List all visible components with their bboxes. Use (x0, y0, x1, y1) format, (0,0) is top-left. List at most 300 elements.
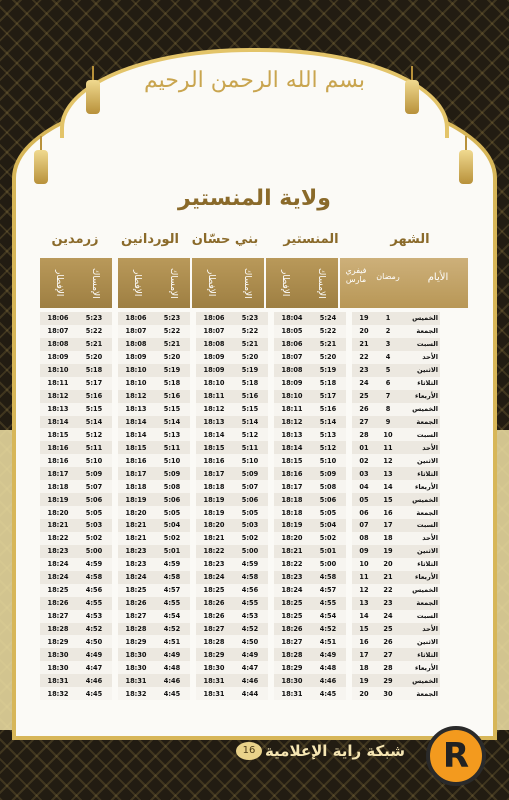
imsak-time: 5:06 (154, 493, 190, 506)
ramadan-day: 11 (376, 441, 400, 454)
imsak-time: 5:16 (310, 403, 346, 416)
iftar-time: 18:27 (118, 610, 154, 623)
iftar-time: 18:26 (196, 597, 232, 610)
iftar-time: 18:29 (274, 661, 310, 674)
imsak-time: 5:06 (310, 493, 346, 506)
imsak-time: 4:45 (76, 687, 112, 700)
table-row (40, 364, 440, 377)
weekday: الأحد (400, 351, 440, 364)
table-row (40, 390, 440, 403)
iftar-time: 18:09 (196, 364, 232, 377)
header-city-1 (266, 258, 338, 308)
iftar-time: 18:14 (118, 428, 154, 441)
column-heading-city-4: زرمدين (51, 232, 99, 247)
iftar-time: 18:17 (274, 480, 310, 493)
iftar-time: 18:06 (274, 338, 310, 351)
imsak-time: 4:57 (154, 584, 190, 597)
weekday: الأحد (400, 441, 440, 454)
imsak-time: 5:05 (310, 506, 346, 519)
header-city-3 (118, 258, 190, 308)
iftar-time: 18:15 (40, 428, 76, 441)
gregorian-day: 13 (352, 597, 376, 610)
imsak-time: 4:51 (310, 635, 346, 648)
table-row (40, 338, 440, 351)
ramadan-day: 22 (376, 584, 400, 597)
iftar-time: 18:24 (40, 571, 76, 584)
ramadan-day: 19 (376, 545, 400, 558)
table-row (40, 597, 440, 610)
imsak-time: 5:11 (76, 441, 112, 454)
iftar-time: 18:18 (274, 506, 310, 519)
ramadan-day: 2 (376, 325, 400, 338)
iftar-time: 18:09 (274, 377, 310, 390)
imsak-time: 5:08 (154, 480, 190, 493)
gregorian-day: 17 (352, 648, 376, 661)
ramadan-day: 20 (376, 558, 400, 571)
weekday: الخميس (400, 403, 440, 416)
table-row (40, 532, 440, 545)
iftar-time: 18:31 (118, 674, 154, 687)
imsak-time: 5:22 (232, 325, 268, 338)
iftar-time: 18:07 (274, 351, 310, 364)
imsak-time: 5:20 (154, 351, 190, 364)
iftar-time: 18:04 (274, 312, 310, 325)
iftar-time: 18:24 (274, 584, 310, 597)
schedule-table (40, 312, 440, 700)
iftar-time: 18:19 (274, 519, 310, 532)
imsak-time: 5:10 (76, 454, 112, 467)
iftar-time: 18:16 (274, 467, 310, 480)
gregorian-day: 07 (352, 519, 376, 532)
iftar-time: 18:22 (274, 558, 310, 571)
imsak-time: 5:02 (76, 532, 112, 545)
table-row (40, 493, 440, 506)
imsak-time: 4:49 (76, 648, 112, 661)
weekday: الخميس (400, 584, 440, 597)
iftar-time: 18:21 (40, 519, 76, 532)
ramadan-day: 12 (376, 454, 400, 467)
ramadan-day: 4 (376, 351, 400, 364)
table-row (40, 558, 440, 571)
weekday: الأربعاء (400, 480, 440, 493)
iftar-time: 18:10 (40, 364, 76, 377)
weekday: الأحد (400, 623, 440, 636)
iftar-time: 18:32 (40, 687, 76, 700)
iftar-time: 18:13 (196, 416, 232, 429)
imsak-time: 5:09 (76, 467, 112, 480)
gregorian-day: 14 (352, 610, 376, 623)
imsak-time: 4:59 (154, 558, 190, 571)
iftar-time: 18:21 (118, 532, 154, 545)
imsak-time: 4:47 (232, 661, 268, 674)
brand-name: شبكة راية الإعلامية (264, 742, 406, 760)
imsak-time: 5:05 (232, 506, 268, 519)
iftar-time: 18:18 (118, 480, 154, 493)
iftar-time: 18:31 (274, 687, 310, 700)
header-iftar: الإفطار (54, 269, 64, 297)
imsak-time: 4:45 (310, 687, 346, 700)
imsak-time: 5:09 (232, 467, 268, 480)
weekday: الخميس (400, 493, 440, 506)
iftar-time: 18:06 (196, 312, 232, 325)
header-month (340, 258, 468, 308)
gregorian-day: 27 (352, 416, 376, 429)
iftar-time: 18:08 (196, 338, 232, 351)
iftar-time: 18:25 (196, 584, 232, 597)
imsak-time: 5:10 (232, 454, 268, 467)
iftar-time: 18:27 (40, 610, 76, 623)
iftar-time: 18:30 (40, 648, 76, 661)
iftar-time: 18:20 (274, 532, 310, 545)
column-heading-city-1: المنستير (283, 232, 339, 247)
imsak-time: 5:06 (76, 493, 112, 506)
iftar-time: 18:21 (274, 545, 310, 558)
table-row (40, 674, 440, 687)
iftar-time: 18:31 (40, 674, 76, 687)
imsak-time: 5:20 (232, 351, 268, 364)
imsak-time: 4:55 (76, 597, 112, 610)
page-title: ولاية المنستير (178, 186, 331, 211)
table-row (40, 506, 440, 519)
iftar-time: 18:15 (196, 441, 232, 454)
weekday: الجمعة (400, 506, 440, 519)
column-heading-city-3: الوردانين (121, 232, 179, 247)
table-row (40, 403, 440, 416)
weekday: الأربعاء (400, 390, 440, 403)
imsak-time: 5:24 (310, 312, 346, 325)
header-imsak: الإمساك (168, 267, 178, 299)
page-number: 16 (236, 742, 262, 760)
imsak-time: 4:44 (232, 687, 268, 700)
weekday: الأحد (400, 532, 440, 545)
imsak-time: 4:51 (154, 635, 190, 648)
imsak-time: 4:54 (154, 610, 190, 623)
imsak-time: 4:55 (232, 597, 268, 610)
imsak-time: 4:50 (232, 635, 268, 648)
iftar-time: 18:18 (196, 480, 232, 493)
weekday: الجمعة (400, 325, 440, 338)
imsak-time: 4:49 (232, 648, 268, 661)
iftar-time: 18:17 (118, 467, 154, 480)
table-row (40, 351, 440, 364)
iftar-time: 18:30 (40, 661, 76, 674)
iftar-time: 18:20 (196, 519, 232, 532)
iftar-time: 18:19 (196, 493, 232, 506)
imsak-time: 4:47 (76, 661, 112, 674)
imsak-time: 5:14 (232, 416, 268, 429)
gregorian-day: 26 (352, 403, 376, 416)
gregorian-day: 28 (352, 428, 376, 441)
ramadan-day: 7 (376, 390, 400, 403)
ramadan-day: 10 (376, 428, 400, 441)
gregorian-day: 22 (352, 351, 376, 364)
iftar-time: 18:16 (118, 454, 154, 467)
imsak-time: 5:10 (154, 454, 190, 467)
imsak-time: 4:45 (154, 687, 190, 700)
table-row (40, 416, 440, 429)
gregorian-day: 20 (352, 687, 376, 700)
lantern-icon (459, 150, 473, 184)
iftar-time: 18:07 (196, 325, 232, 338)
imsak-time: 5:12 (76, 428, 112, 441)
gregorian-day: 08 (352, 532, 376, 545)
iftar-time: 18:23 (118, 558, 154, 571)
weekday: الاثنين (400, 454, 440, 467)
basmala-calligraphy: بسم الله الرحمن الرحيم (143, 68, 366, 93)
imsak-time: 4:58 (310, 571, 346, 584)
imsak-time: 5:21 (154, 338, 190, 351)
ramadan-day: 27 (376, 648, 400, 661)
ramadan-day: 16 (376, 506, 400, 519)
iftar-time: 18:28 (274, 648, 310, 661)
imsak-time: 5:13 (154, 428, 190, 441)
gregorian-day: 09 (352, 545, 376, 558)
imsak-time: 5:12 (310, 441, 346, 454)
iftar-time: 18:07 (118, 325, 154, 338)
iftar-time: 18:08 (40, 338, 76, 351)
imsak-time: 5:13 (310, 428, 346, 441)
iftar-time: 18:05 (274, 325, 310, 338)
header-iftar: الإفطار (280, 269, 290, 297)
ramadan-day: 3 (376, 338, 400, 351)
imsak-time: 5:21 (76, 338, 112, 351)
column-heading-month: الشهر (390, 232, 430, 247)
imsak-time: 5:15 (76, 403, 112, 416)
iftar-time: 18:22 (40, 532, 76, 545)
iftar-time: 18:28 (40, 623, 76, 636)
imsak-time: 5:00 (310, 558, 346, 571)
iftar-time: 18:23 (40, 545, 76, 558)
iftar-time: 18:31 (196, 674, 232, 687)
iftar-time: 18:13 (40, 403, 76, 416)
imsak-time: 5:11 (232, 441, 268, 454)
imsak-time: 5:02 (232, 532, 268, 545)
weekday: الثلاثاء (400, 648, 440, 661)
table-row (40, 519, 440, 532)
weekday: الثلاثاء (400, 558, 440, 571)
iftar-time: 18:28 (118, 623, 154, 636)
iftar-time: 18:19 (118, 493, 154, 506)
table-row (40, 610, 440, 623)
imsak-time: 4:56 (232, 584, 268, 597)
table-row (40, 571, 440, 584)
gregorian-day: 11 (352, 571, 376, 584)
iftar-time: 18:26 (118, 597, 154, 610)
table-row (40, 467, 440, 480)
imsak-time: 4:52 (154, 623, 190, 636)
imsak-time: 5:05 (154, 506, 190, 519)
imsak-time: 4:57 (310, 584, 346, 597)
brand-logo-icon: R (426, 726, 486, 786)
iftar-time: 18:14 (196, 428, 232, 441)
iftar-time: 18:13 (118, 403, 154, 416)
iftar-time: 18:09 (40, 351, 76, 364)
imsak-time: 4:46 (154, 674, 190, 687)
iftar-time: 18:27 (274, 635, 310, 648)
iftar-time: 18:19 (40, 493, 76, 506)
iftar-time: 18:11 (274, 403, 310, 416)
imsak-time: 5:09 (154, 467, 190, 480)
imsak-time: 5:23 (232, 312, 268, 325)
gregorian-day: 24 (352, 377, 376, 390)
imsak-time: 5:14 (154, 416, 190, 429)
gregorian-day: 15 (352, 623, 376, 636)
header-feb-march: فيفري مارس (345, 266, 367, 284)
iftar-time: 18:17 (40, 467, 76, 480)
iftar-time: 18:25 (40, 584, 76, 597)
ramadan-day: 8 (376, 403, 400, 416)
gregorian-day: 04 (352, 480, 376, 493)
iftar-time: 18:19 (196, 506, 232, 519)
imsak-time: 5:01 (310, 545, 346, 558)
imsak-time: 5:21 (310, 338, 346, 351)
iftar-time: 18:12 (274, 416, 310, 429)
table-row (40, 584, 440, 597)
imsak-time: 5:16 (154, 390, 190, 403)
imsak-time: 5:01 (154, 545, 190, 558)
weekday: الجمعة (400, 687, 440, 700)
imsak-time: 4:46 (310, 674, 346, 687)
imsak-time: 5:22 (310, 325, 346, 338)
gregorian-day: 05 (352, 493, 376, 506)
iftar-time: 18:10 (118, 364, 154, 377)
imsak-time: 5:00 (76, 545, 112, 558)
iftar-time: 18:29 (196, 648, 232, 661)
header-city-4 (40, 258, 112, 308)
ramadan-day: 18 (376, 532, 400, 545)
iftar-time: 18:18 (40, 480, 76, 493)
iftar-time: 18:15 (118, 441, 154, 454)
weekday: الخميس (400, 674, 440, 687)
imsak-time: 4:58 (232, 571, 268, 584)
iftar-time: 18:08 (274, 364, 310, 377)
table-row (40, 454, 440, 467)
imsak-time: 4:58 (76, 571, 112, 584)
header-city-2 (192, 258, 264, 308)
iftar-time: 18:21 (118, 519, 154, 532)
gregorian-day: 10 (352, 558, 376, 571)
iftar-time: 18:21 (196, 532, 232, 545)
imsak-time: 4:56 (76, 584, 112, 597)
imsak-time: 5:18 (76, 364, 112, 377)
imsak-time: 5:04 (310, 519, 346, 532)
table-row (40, 661, 440, 674)
ramadan-day: 24 (376, 610, 400, 623)
imsak-time: 5:19 (310, 364, 346, 377)
weekday: السبت (400, 338, 440, 351)
header-imsak: الإمساك (316, 267, 326, 299)
iftar-time: 18:07 (40, 325, 76, 338)
imsak-time: 5:22 (76, 325, 112, 338)
iftar-time: 18:12 (118, 390, 154, 403)
imsak-time: 5:16 (76, 390, 112, 403)
iftar-time: 18:24 (118, 571, 154, 584)
ramadan-day: 9 (376, 416, 400, 429)
imsak-time: 5:21 (232, 338, 268, 351)
iftar-time: 18:28 (196, 635, 232, 648)
imsak-time: 5:06 (232, 493, 268, 506)
iftar-time: 18:16 (40, 441, 76, 454)
iftar-time: 18:11 (40, 377, 76, 390)
imsak-time: 5:02 (154, 532, 190, 545)
imsak-time: 4:48 (310, 661, 346, 674)
iftar-time: 18:20 (118, 506, 154, 519)
weekday: الأربعاء (400, 661, 440, 674)
imsak-time: 5:14 (76, 416, 112, 429)
imsak-time: 4:52 (76, 623, 112, 636)
imsak-time: 5:23 (154, 312, 190, 325)
imsak-time: 4:55 (154, 597, 190, 610)
imsak-time: 5:10 (310, 454, 346, 467)
iftar-time: 18:31 (196, 687, 232, 700)
imsak-time: 5:14 (310, 416, 346, 429)
imsak-time: 4:49 (310, 648, 346, 661)
iftar-time: 18:15 (274, 454, 310, 467)
iftar-time: 18:12 (40, 390, 76, 403)
iftar-time: 18:10 (274, 390, 310, 403)
iftar-time: 18:06 (40, 312, 76, 325)
gregorian-day: 06 (352, 506, 376, 519)
gregorian-day: 20 (352, 325, 376, 338)
table-row (40, 480, 440, 493)
iftar-time: 18:26 (40, 597, 76, 610)
imsak-time: 5:12 (232, 428, 268, 441)
iftar-time: 18:25 (274, 610, 310, 623)
gregorian-day: 23 (352, 364, 376, 377)
imsak-time: 4:46 (76, 674, 112, 687)
iftar-time: 18:12 (196, 403, 232, 416)
header-days: الأيام (427, 272, 449, 283)
imsak-time: 5:00 (232, 545, 268, 558)
gregorian-day: 12 (352, 584, 376, 597)
ramadan-day: 6 (376, 377, 400, 390)
table-row (40, 428, 440, 441)
imsak-time: 5:20 (76, 351, 112, 364)
weekday: الخميس (400, 312, 440, 325)
table-row (40, 312, 440, 325)
gregorian-day: 01 (352, 441, 376, 454)
imsak-time: 5:03 (232, 519, 268, 532)
imsak-time: 5:11 (154, 441, 190, 454)
weekday: السبت (400, 428, 440, 441)
gregorian-day: 19 (352, 674, 376, 687)
table-row (40, 377, 440, 390)
iftar-time: 18:09 (118, 351, 154, 364)
imsak-time: 4:46 (232, 674, 268, 687)
ramadan-day: 30 (376, 687, 400, 700)
weekday: الأربعاء (400, 571, 440, 584)
gregorian-day: 16 (352, 635, 376, 648)
table-row (40, 623, 440, 636)
imsak-time: 4:55 (310, 597, 346, 610)
iftar-time: 18:29 (118, 635, 154, 648)
iftar-time: 18:08 (118, 338, 154, 351)
imsak-time: 5:17 (76, 377, 112, 390)
weekday: الاثنين (400, 364, 440, 377)
iftar-time: 18:26 (196, 610, 232, 623)
weekday: الاثنين (400, 545, 440, 558)
iftar-time: 18:11 (196, 390, 232, 403)
imsak-time: 5:18 (154, 377, 190, 390)
iftar-time: 18:26 (274, 623, 310, 636)
imsak-time: 4:58 (154, 571, 190, 584)
iftar-time: 18:23 (274, 571, 310, 584)
gregorian-day: 21 (352, 338, 376, 351)
header-iftar: الإفطار (132, 269, 142, 297)
iftar-time: 18:23 (118, 545, 154, 558)
header-imsak: الإمساك (90, 267, 100, 299)
imsak-time: 5:23 (76, 312, 112, 325)
